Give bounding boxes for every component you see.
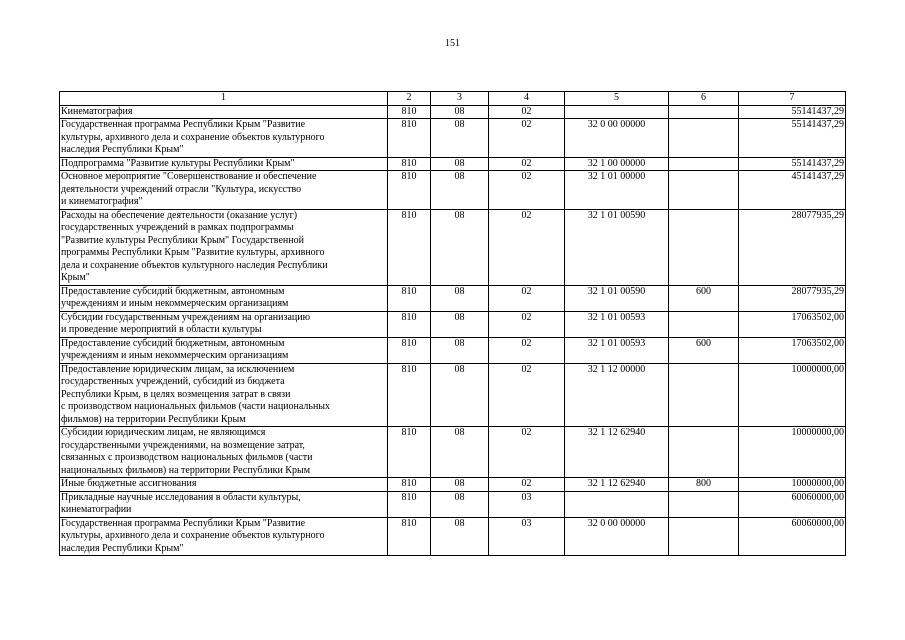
section-cell: 08 xyxy=(431,105,489,119)
name-cell xyxy=(60,337,388,363)
code-cell: 810 xyxy=(388,209,431,285)
target-article-cell xyxy=(565,491,669,517)
name-text: Государственная программа Республики Крым "Развитие культуры, архивного дела и сохранение объектов культурного наследия Республики Крым" xyxy=(61,119,325,155)
code-cell: 810 xyxy=(388,157,431,171)
name-text: Предоставление юридическим лицам, за исключением государственных учреждений, субсидий из бюджета Республики Крым, в целях возмещения затрат в связи с производством национальных фильмов (части национальных фильмов) на территории Республики Крым xyxy=(61,363,331,425)
table-header-row xyxy=(60,92,846,106)
code-cell: 810 xyxy=(388,285,431,311)
expense-type-cell xyxy=(669,311,739,337)
name-cell xyxy=(60,119,388,158)
name-cell xyxy=(60,171,388,210)
target-article-cell: 32 1 01 00000 xyxy=(565,171,669,210)
name-text: Субсидии государственным учреждениям на организацию и проведение мероприятий в области культуры xyxy=(61,311,311,335)
code-cell: 810 xyxy=(388,517,431,556)
name-cell xyxy=(60,427,388,478)
column-header-3: 3 xyxy=(431,92,489,106)
subsection-cell: 02 xyxy=(489,285,565,311)
name-text: Прикладные научные исследования в области культуры, кинематографии xyxy=(61,491,301,515)
name-cell xyxy=(60,105,388,119)
amount-cell: 17063502,00 xyxy=(739,337,846,363)
table-row xyxy=(60,171,846,210)
target-article-cell: 32 1 01 00590 xyxy=(565,209,669,285)
target-article-cell: 32 1 00 00000 xyxy=(565,157,669,171)
subsection-cell: 02 xyxy=(489,478,565,492)
target-article-cell xyxy=(565,105,669,119)
code-cell: 810 xyxy=(388,105,431,119)
section-cell: 08 xyxy=(431,171,489,210)
target-article-cell: 32 1 01 00590 xyxy=(565,285,669,311)
subsection-cell: 02 xyxy=(489,157,565,171)
subsection-cell: 03 xyxy=(489,517,565,556)
name-text: Субсидии юридическим лицам, не являющимся государственными учреждениями, на возмещение затрат, связанных с производством национальных фильмов (части национальных фильмов) на территории Республики Крым xyxy=(61,427,313,476)
expense-type-cell xyxy=(669,171,739,210)
column-header-5: 5 xyxy=(565,92,669,106)
amount-cell: 55141437,29 xyxy=(739,105,846,119)
subsection-cell: 02 xyxy=(489,427,565,478)
table-row xyxy=(60,363,846,427)
table-body xyxy=(60,105,846,556)
amount-cell: 28077935,29 xyxy=(739,209,846,285)
table-row xyxy=(60,119,846,158)
amount-cell: 10000000,00 xyxy=(739,427,846,478)
table-row xyxy=(60,157,846,171)
section-cell: 08 xyxy=(431,119,489,158)
section-cell: 08 xyxy=(431,363,489,427)
code-cell: 810 xyxy=(388,337,431,363)
amount-cell: 55141437,29 xyxy=(739,119,846,158)
column-header-4: 4 xyxy=(489,92,565,106)
section-cell: 08 xyxy=(431,311,489,337)
subsection-cell: 02 xyxy=(489,105,565,119)
name-cell xyxy=(60,285,388,311)
expense-type-cell: 600 xyxy=(669,285,739,311)
name-cell xyxy=(60,478,388,492)
column-header-7: 7 xyxy=(739,92,846,106)
code-cell: 810 xyxy=(388,119,431,158)
section-cell: 08 xyxy=(431,427,489,478)
section-cell: 08 xyxy=(431,517,489,556)
expense-type-cell xyxy=(669,517,739,556)
subsection-cell: 02 xyxy=(489,171,565,210)
name-cell xyxy=(60,209,388,285)
amount-cell: 45141437,29 xyxy=(739,171,846,210)
expense-type-cell xyxy=(669,105,739,119)
table-row xyxy=(60,517,846,556)
subsection-cell: 02 xyxy=(489,363,565,427)
table-row xyxy=(60,491,846,517)
section-cell: 08 xyxy=(431,337,489,363)
page-number: 151 xyxy=(445,38,460,49)
table-row xyxy=(60,285,846,311)
name-text: Государственная программа Республики Крым "Развитие культуры, архивного дела и сохранение объектов культурного наследия Республики Крым" xyxy=(61,517,325,554)
target-article-cell: 32 0 00 00000 xyxy=(565,119,669,158)
expense-type-cell: 800 xyxy=(669,478,739,492)
subsection-cell: 03 xyxy=(489,491,565,517)
name-text: Основное мероприятие "Совершенствование и обеспечение деятельности учреждений отрасли "Культура, искусство и кинематография" xyxy=(61,171,317,207)
target-article-cell: 32 0 00 00000 xyxy=(565,517,669,556)
table-row xyxy=(60,105,846,119)
name-cell xyxy=(60,491,388,517)
section-cell: 08 xyxy=(431,285,489,311)
name-cell xyxy=(60,311,388,337)
column-header-1: 1 xyxy=(60,92,388,106)
name-text: Иные бюджетные ассигнования xyxy=(61,478,197,489)
table-row xyxy=(60,427,846,478)
section-cell: 08 xyxy=(431,157,489,171)
subsection-cell: 02 xyxy=(489,311,565,337)
section-cell: 08 xyxy=(431,478,489,492)
table-row xyxy=(60,337,846,363)
code-cell: 810 xyxy=(388,171,431,210)
name-text: Кинематография xyxy=(61,105,133,117)
target-article-cell: 32 1 12 00000 xyxy=(565,363,669,427)
table-row xyxy=(60,209,846,285)
amount-cell: 55141437,29 xyxy=(739,157,846,171)
amount-cell: 28077935,29 xyxy=(739,285,846,311)
code-cell: 810 xyxy=(388,363,431,427)
expense-type-cell: 600 xyxy=(669,337,739,363)
amount-cell: 17063502,00 xyxy=(739,311,846,337)
name-cell xyxy=(60,363,388,427)
code-cell: 810 xyxy=(388,478,431,492)
name-cell xyxy=(60,157,388,171)
target-article-cell: 32 1 01 00593 xyxy=(565,337,669,363)
code-cell: 810 xyxy=(388,491,431,517)
code-cell: 810 xyxy=(388,311,431,337)
section-cell: 08 xyxy=(431,209,489,285)
expense-type-cell xyxy=(669,427,739,478)
name-text: Расходы на обеспечение деятельности (оказание услуг) государственных учреждений в рамках подпрограммы "Развитие культуры Республики Крым" Государственной программы Республики Крым "Развитие культуры, архивного дела и сохранение объектов культурного наследия Республики Крым" xyxy=(61,209,328,283)
section-cell: 08 xyxy=(431,491,489,517)
target-article-cell: 32 1 12 62940 xyxy=(565,478,669,492)
column-header-2: 2 xyxy=(388,92,431,106)
amount-cell: 10000000,00 xyxy=(739,363,846,427)
target-article-cell: 32 1 01 00593 xyxy=(565,311,669,337)
amount-cell: 60060000,00 xyxy=(739,517,846,556)
code-cell: 810 xyxy=(388,427,431,478)
column-header-6: 6 xyxy=(669,92,739,106)
expense-type-cell xyxy=(669,209,739,285)
amount-cell: 60060000,00 xyxy=(739,491,846,517)
expense-type-cell xyxy=(669,157,739,171)
expense-type-cell xyxy=(669,119,739,158)
name-cell xyxy=(60,517,388,556)
name-text: Подпрограмма "Развитие культуры Республики Крым" xyxy=(61,157,295,169)
name-text: Предоставление субсидий бюджетным, автономным учреждениям и иным некоммерческим организациям xyxy=(61,285,289,309)
budget-table xyxy=(59,91,846,556)
expense-type-cell xyxy=(669,491,739,517)
table-row xyxy=(60,311,846,337)
name-text: Предоставление субсидий бюджетным, автономным учреждениям и иным некоммерческим организациям xyxy=(61,337,289,361)
target-article-cell: 32 1 12 62940 xyxy=(565,427,669,478)
subsection-cell: 02 xyxy=(489,119,565,158)
subsection-cell: 02 xyxy=(489,209,565,285)
expense-type-cell xyxy=(669,363,739,427)
amount-cell: 10000000,00 xyxy=(739,478,846,492)
table-row xyxy=(60,478,846,492)
subsection-cell: 02 xyxy=(489,337,565,363)
